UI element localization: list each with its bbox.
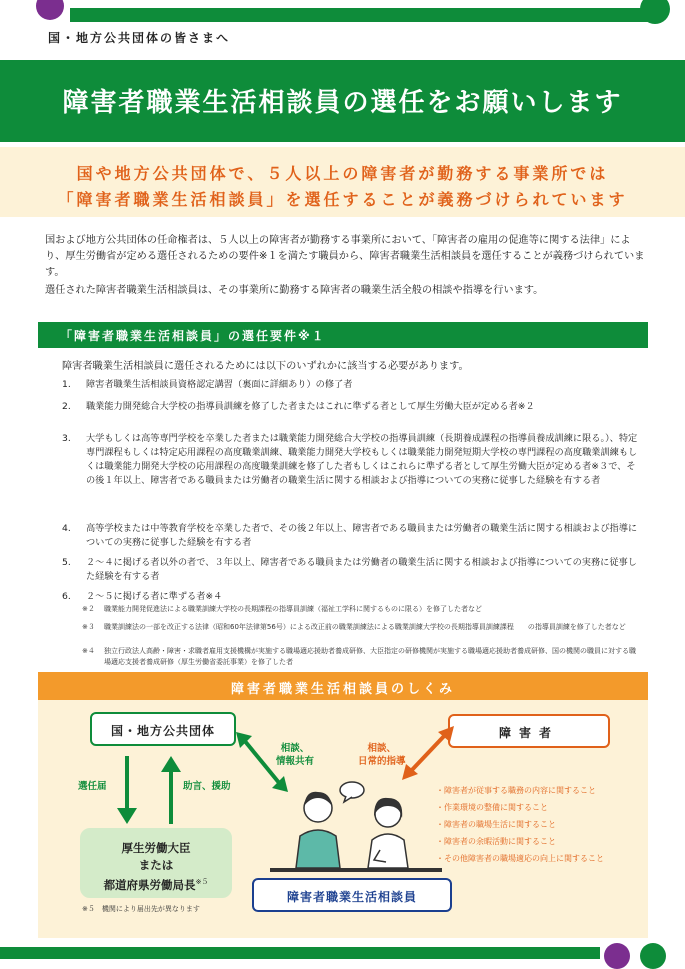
diagram-heading: 障害者職業生活相談員のしくみ bbox=[38, 672, 648, 700]
topic-item: ・作業環境の整備に関すること bbox=[436, 803, 548, 812]
bottom-green-bar bbox=[0, 947, 600, 959]
footnote-text: 職業訓練法の一部を改正する法律（昭和60年法律第56号）による改正前の職業訓練法による職業訓練大学校の長期指導員訓練課程 の指導員訓練を修了した者など bbox=[104, 623, 626, 631]
label-report: 選任届 bbox=[78, 781, 107, 792]
lead-line-1: 国や地方公共団体で、５人以上の障害者が勤務する事業所では bbox=[76, 164, 609, 183]
lead-band bbox=[0, 147, 685, 217]
footnote-3 bbox=[82, 622, 642, 633]
up-arrow-icon bbox=[160, 754, 182, 826]
topic-item: ・障害者の職場生活に関すること bbox=[436, 820, 556, 829]
ministry-line-1: 厚生労働大臣 bbox=[121, 841, 191, 855]
footnote-2 bbox=[82, 604, 642, 615]
ministry-note-mark: ※５ bbox=[195, 878, 209, 886]
requirement-text: 高等学校または中等教育学校を卒業した者で、その後２年以上、障害者である職員または労働者の職業生活に関する相談および指導についての実務に従事した経験を有する者 bbox=[86, 523, 638, 548]
top-green-dot bbox=[640, 0, 670, 24]
requirement-number: 3. bbox=[62, 433, 71, 444]
audience-label: 国・地方公共団体の皆さまへ bbox=[48, 31, 231, 45]
mechanism-diagram bbox=[38, 672, 648, 938]
footnote-mark: ※２ bbox=[82, 605, 95, 613]
requirement-item-5 bbox=[62, 556, 642, 584]
intro-paragraph-1: 国および地方公共団体の任命権者は、５人以上の障害者が勤務する事業所において、「障害者の雇用の促進等に関する法律」により、厚生労働省が定める選任されるための要件※１を満たす職員から、障害者職業生活相談員を選任することが義務づけられています。 bbox=[45, 235, 645, 278]
requirement-text: ２～５に掲げる者に準ずる者※４ bbox=[86, 591, 223, 602]
requirement-item-3 bbox=[62, 432, 642, 488]
ministry-box bbox=[80, 828, 232, 898]
requirement-item-6 bbox=[62, 590, 642, 604]
footnote-text: 職業能力開発促進法による職業訓練大学校の長期課程の指導員訓練（福祉工学科に関するものに限る）を修了した者など bbox=[104, 605, 482, 613]
requirements-heading: 「障害者職業生活相談員」の選任要件※１ bbox=[38, 322, 648, 348]
ministry-line-2: または bbox=[138, 858, 174, 872]
counselor-box: 障害者職業生活相談員 bbox=[252, 878, 452, 912]
page-title: 障害者職業生活相談員の選任をお願いします bbox=[62, 88, 623, 118]
label-advice: 助言、援助 bbox=[183, 781, 231, 792]
requirement-number: 2. bbox=[62, 401, 71, 412]
requirement-number: 4. bbox=[62, 523, 71, 534]
diagonal-red-arrow-icon bbox=[398, 724, 456, 784]
title-band bbox=[0, 60, 685, 142]
label-consult-share bbox=[276, 742, 314, 768]
requirement-item-4 bbox=[62, 522, 642, 550]
requirement-text: ２～４に掲げる者以外の者で、３年以上、障害者である職員または労働者の職業生活に関する相談および指導についての実務に従事した経験を有する者 bbox=[86, 557, 637, 582]
label-consult-guidance bbox=[358, 742, 406, 768]
top-green-bar bbox=[70, 8, 650, 22]
down-arrow-icon bbox=[116, 754, 138, 826]
requirement-item-2 bbox=[62, 400, 642, 414]
footnote-mark: ※４ bbox=[82, 647, 95, 655]
requirement-text: 大学もしくは高等専門学校を卒業した者または職業能力開発総合大学校の指導員訓練（長期養成課程の指導員養成訓練に限る。）、特定専門課程もしくは特定応用課程の高度職業訓練、職業能力開発大学校もしくは職業能力開発短期大学校の専門課程の高度職業訓練もしくは職業能力開発大学校の応用課程の高度職業訓練を修了した者もしくはこれらに準ずる者として厚生労働大臣が定める者※３で、その後１年以上、障害者である職員または労働者の職業生活に関する相談および指導についての実務に従事した経験を有する者 bbox=[86, 433, 638, 486]
topic-item: ・その他障害者の職場適応の向上に関すること bbox=[436, 854, 604, 863]
label-guide-line-1: 相談、 bbox=[367, 743, 397, 754]
bottom-purple-dot bbox=[604, 943, 630, 969]
requirement-number: 6. bbox=[62, 591, 71, 602]
footnote-4 bbox=[82, 646, 642, 668]
requirements-intro: 障害者職業生活相談員に選任されるためには以下のいずれかに該当する必要があります。 bbox=[62, 361, 469, 372]
consultation-topics-list bbox=[436, 782, 646, 867]
topic-item: ・障害者が従事する職務の内容に関すること bbox=[436, 786, 596, 795]
label-consult-line-1: 相談、 bbox=[280, 743, 310, 754]
bottom-decoration bbox=[0, 947, 685, 969]
topic-item: ・障害者の余暇活動に関すること bbox=[436, 837, 556, 846]
top-purple-dot bbox=[36, 0, 64, 20]
label-guide-line-2: 日常的指導 bbox=[358, 756, 406, 767]
disabled-persons-box: 障害者 bbox=[448, 714, 610, 748]
ministry-line-3: 都道府県労働局長 bbox=[103, 877, 196, 892]
requirement-item-1 bbox=[62, 378, 642, 392]
requirement-number: 1. bbox=[62, 379, 71, 390]
label-consult-line-2: 情報共有 bbox=[276, 756, 315, 767]
government-box: 国・地方公共団体 bbox=[90, 712, 236, 746]
intro-paragraph-2: 選任された障害者職業生活相談員は、その事業所に勤務する障害者の職業生活全般の相談や指導を行います。 bbox=[45, 285, 544, 296]
bottom-green-dot bbox=[640, 943, 666, 969]
top-decoration bbox=[0, 0, 685, 22]
footnote-5: ※５ 機関により届出先が異なります bbox=[82, 905, 200, 913]
counseling-illustration-icon bbox=[270, 780, 442, 878]
requirement-number: 5. bbox=[62, 557, 71, 568]
footnote-mark: ※３ bbox=[82, 623, 95, 631]
requirement-text: 職業能力開発総合大学校の指導員訓練を修了した者またはこれに準ずる者として厚生労働大臣が定める者※２ bbox=[86, 401, 535, 412]
footnote-text: 独立行政法人高齢・障害・求職者雇用支援機構が実施する職場適応援助者養成研修、大臣指定の研修機関が実施する職場適応援助者養成研修、国の機関の職員に対する職場適応支援者養成研修（厚生労働省委託事業）を修了した者 bbox=[104, 647, 636, 666]
requirement-text: 障害者職業生活相談員資格認定講習（裏面に詳細あり）の修了者 bbox=[86, 379, 353, 390]
lead-line-2: 「障害者職業生活相談員」を選任することが義務づけられています bbox=[57, 190, 628, 209]
